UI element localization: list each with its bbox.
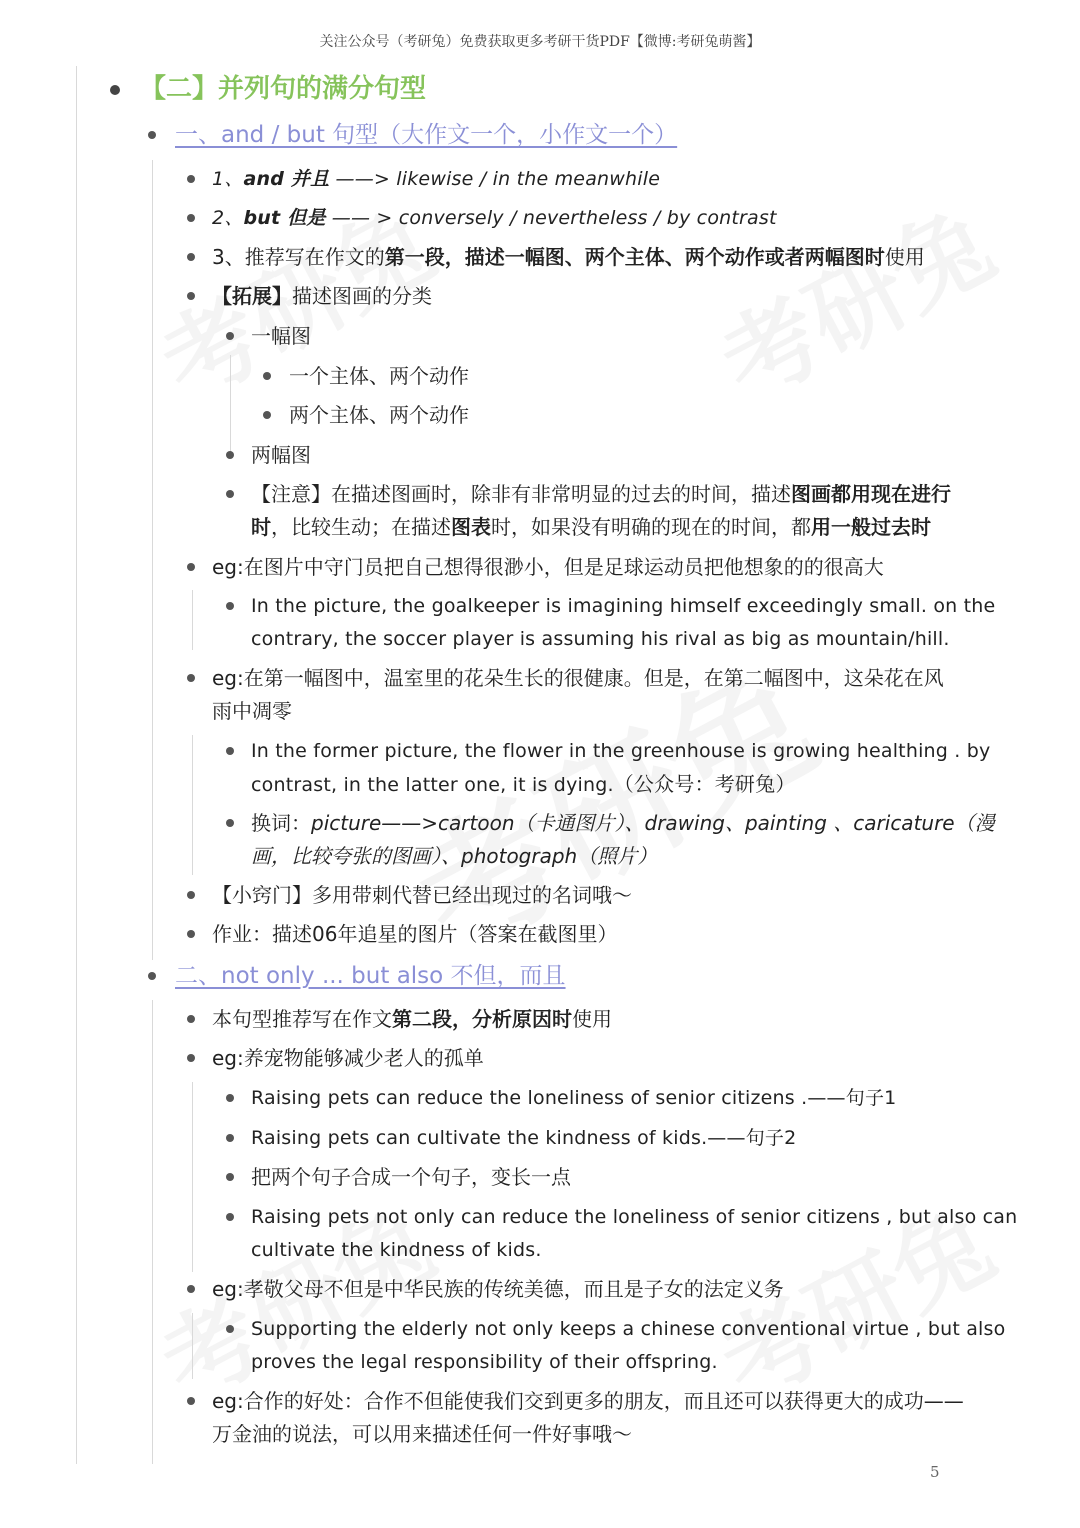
bullet (226, 1325, 234, 1333)
page-header: 关注公众号（考研兔）免费获取更多考研干货PDF【微博:考研兔萌酱】 (319, 34, 761, 50)
bullet (226, 490, 234, 498)
synonyms: 换词：picture——>cartoon（卡通图片）、drawing、painting 、caricature（漫 (251, 811, 995, 835)
outline-guide (192, 735, 193, 875)
outline-guide (192, 1082, 193, 1272)
example-en: In the former picture, the flower in the greenhouse is growing healthing . by (251, 740, 991, 762)
outline-guide (230, 355, 231, 455)
bullet (226, 332, 234, 340)
bullet (226, 602, 234, 610)
example-en: Raising pets not only can reduce the loneliness of senior citizens , but also can (251, 1206, 1018, 1228)
bullet (226, 1094, 234, 1102)
bullet (226, 819, 234, 827)
example-en: Raising pets can cultivate the kindness of kids.——句子2 (251, 1127, 797, 1149)
bullet (226, 451, 234, 459)
example-en: cultivate the kindness of kids. (251, 1239, 542, 1261)
bullet (226, 1173, 234, 1181)
bullet (187, 175, 195, 183)
bullet (187, 1397, 195, 1405)
outline-guide (76, 66, 77, 1464)
bullet (187, 1054, 195, 1062)
subsection-title[interactable]: 一、and / but 句型（大作文一个，小作文一个） (175, 122, 678, 148)
list-item: 一个主体、两个动作 (289, 364, 469, 388)
example-cn: eg:养宠物能够减少老人的孤单 (212, 1046, 484, 1070)
bullet (226, 1134, 234, 1142)
bullet (263, 411, 271, 419)
bullet (187, 1015, 195, 1023)
subsection-title[interactable]: 二、not only ... but also 不但，而且 (175, 963, 566, 989)
note-line-2: 时，比较生动；在描述图表时，如果没有明确的现在的时间，都用一般过去时 (251, 515, 931, 539)
example-cn: eg:孝敬父母不但是中华民族的传统美德，而且是子女的法定义务 (212, 1277, 784, 1301)
list-item: 3、推荐写在作文的第一段，描述一幅图、两个主体、两个动作或者两幅图时使用 (212, 245, 925, 269)
list-item: 两个主体、两个动作 (289, 403, 469, 427)
bullet (226, 747, 234, 755)
example-en: contrary, the soccer player is assuming his rival as big as mountain/hill. (251, 628, 950, 650)
example-en: proves the legal responsibility of their offspring. (251, 1351, 718, 1373)
bullet (187, 214, 195, 222)
synonyms: 画，比较夸张的图画）、photograph（照片） (251, 844, 658, 868)
list-item: 两幅图 (251, 443, 311, 467)
outline-guide (152, 160, 153, 960)
outline-guide (152, 1000, 153, 1464)
bullet (187, 563, 195, 571)
homework: 作业：描述06年追星的图片（答案在截图里） (212, 922, 618, 946)
tip: 【小窍门】多用带刺代替已经出现过的名词哦～ (212, 883, 632, 907)
list-item: 【拓展】描述图画的分类 (212, 284, 432, 308)
list-item: 把两个句子合成一个句子，变长一点 (251, 1165, 571, 1189)
bullet (187, 891, 195, 899)
section-title: 【二】并列句的满分句型 (140, 74, 427, 104)
example-en: In the picture, the goalkeeper is imagining himself exceedingly small. on the (251, 595, 996, 617)
example-en: Raising pets can reduce the loneliness of senior citizens .——句子1 (251, 1087, 897, 1109)
bullet (187, 930, 195, 938)
outline-guide (192, 590, 193, 650)
example-cn: 万金油的说法，可以用来描述任何一件好事哦～ (212, 1422, 632, 1446)
outline-guide (192, 1313, 193, 1379)
example-cn: eg:合作的好处：合作不但能使我们交到更多的朋友，而且还可以获得更大的成功—— (212, 1389, 964, 1413)
bullet (187, 674, 195, 682)
list-item: 本句型推荐写在作文第二段，分析原因时使用 (212, 1007, 612, 1031)
page-number: 5 (930, 1463, 940, 1481)
example-en: contrast, in the latter one, it is dying.（公众号：考研兔） (251, 772, 796, 796)
bullet (187, 292, 195, 300)
example-cn: eg:在图片中守门员把自己想得很渺小，但是足球运动员把他想象的的很高大 (212, 555, 884, 579)
bullet (110, 85, 120, 95)
bullet (148, 131, 156, 139)
example-en: Supporting the elderly not only keeps a chinese conventional virtue , but also (251, 1318, 1006, 1340)
bullet (187, 1285, 195, 1293)
list-item: 1、and 并且 ——> likewise / in the meanwhile (212, 168, 661, 190)
example-cn: eg:在第一幅图中，温室里的花朵生长的很健康。但是，在第二幅图中，这朵花在风 (212, 666, 944, 690)
bullet (263, 372, 271, 380)
bullet (226, 1213, 234, 1221)
example-cn: 雨中凋零 (212, 699, 292, 723)
bullet (148, 972, 156, 980)
bullet (187, 253, 195, 261)
list-item: 2、but 但是 —— > conversely / nevertheless / by contrast (212, 207, 777, 229)
list-item: 一幅图 (251, 324, 311, 348)
note-line-1: 【注意】在描述图画时，除非有非常明显的过去的时间，描述图画都用现在进行 (251, 482, 951, 506)
